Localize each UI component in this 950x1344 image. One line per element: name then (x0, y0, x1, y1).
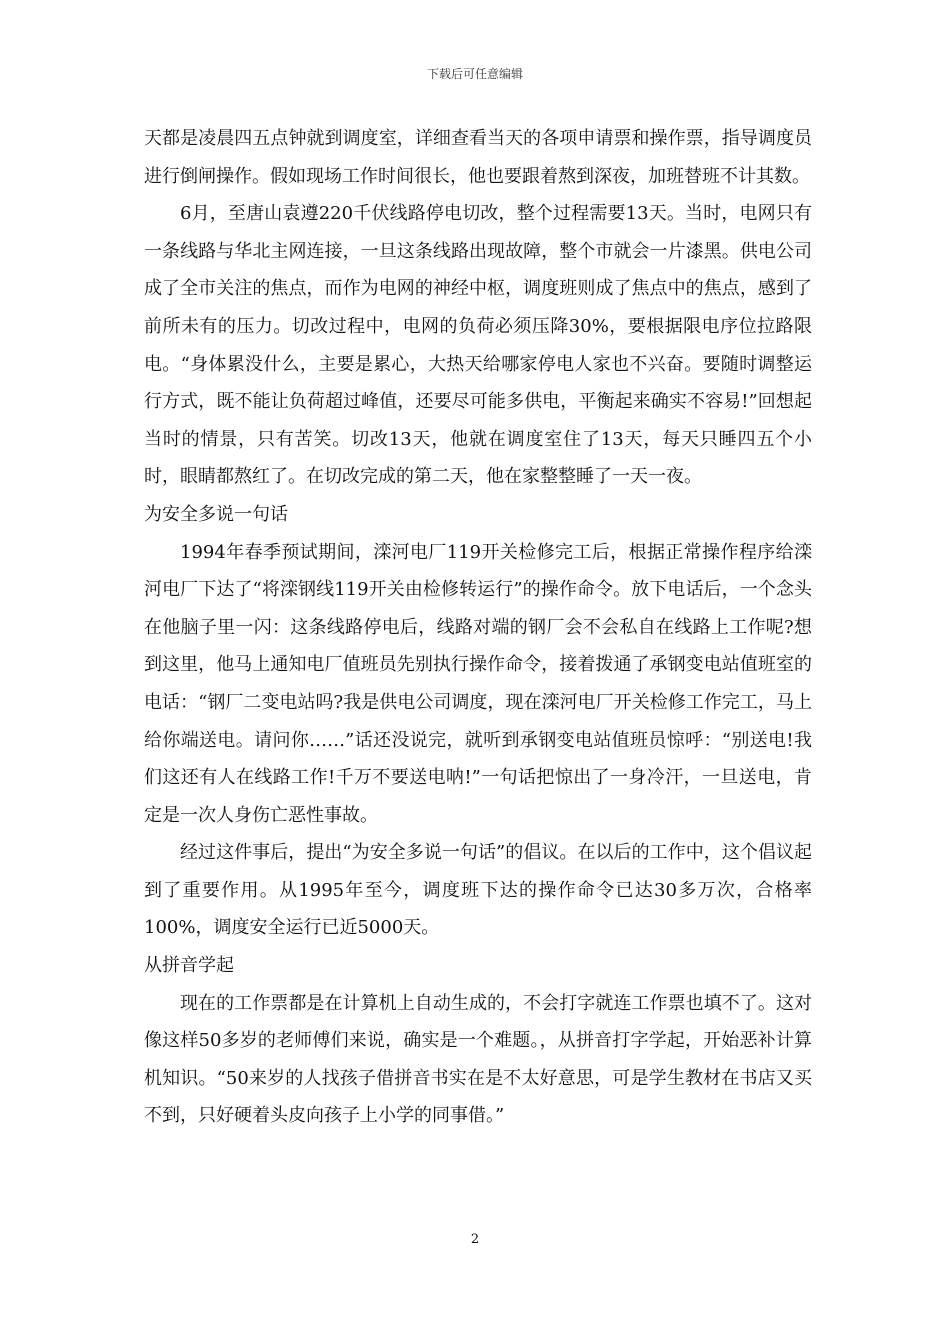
section-heading-pinyin: 从拼音学起 (144, 955, 234, 977)
page-header-note: 下载后可任意编辑 (426, 67, 523, 81)
document-body (144, 120, 812, 1135)
paragraph-safety-initiative: 经过这件事后，提出“为安全多说一句话”的倡议。在以后的工作中，这个倡议起到了重要作用。从1995年至今，调度班下达的操作命令已达30多万次，合格率100%，调度安全运行已近5000天。 (144, 842, 812, 939)
paragraph-safety-incident: 1994年春季预试期间，滦河电厂119开关检修完工后，根据正常操作程序给滦河电厂下达了“将滦钢线119开关由检修转运行”的操作命令。放下电话后，一个念头在他脑子里一闪：这条线路停电后，线路对端的钢厂会不会私自在线路上工作呢?想到这里，他马上通知电厂值班员先别执行操作命令，接着拨通了承钢变电站值班室的电话：“钢厂二变电站吗?我是供电公司调度，现在滦河电厂开关检修工作完工，马上给你端送电。请问你……”话还没说完，就听到承钢变电站值班员惊呼：“别送电!我们这还有人在线路工作!千万不要送电呐!”一句话把惊出了一身冷汗，一旦送电，肯定是一次人身伤亡恶性事故。 (144, 541, 812, 826)
page-number: 2 (470, 1232, 480, 1247)
paragraph-line-cutover: 6月，至唐山袁遵220千伏线路停电切改，整个过程需要13天。当时，电网只有一条线路与华北主网连接，一旦这条线路出现故障，整个市就会一片漆黑。供电公司成了全市关注的焦点，而作为电网的神经中枢，调度班则成了焦点中的焦点，感到了前所未有的压力。切改过程中，电网的负荷必须压降30%，要根据限电序位拉路限电。“身体累没什么，主要是累心，大热天给哪家停电人家也不兴奋。要随时调整运行方式，既不能让负荷超过峰值，还要尽可能多供电，平衡起来确实不容易!”回想起当时的情景，只有苦笑。切改13天，他就在调度室住了13天，每天只睡四五个小时，眼睛都熬红了。在切改完成的第二天，他在家整整睡了一天一夜。 (144, 203, 812, 488)
paragraph-pinyin-learning: 现在的工作票都是在计算机上自动生成的，不会打字就连工作票也填不了。这对像这样50多岁的老师傅们来说，确实是一个难题。，从拼音打字学起，开始恶补计算机知识。“50来岁的人找孩子借拼音书实在是不太好意思，可是学生教材在书店又买不到，只好硬着头皮向孩子上小学的同事借。” (144, 992, 812, 1127)
paragraph-continued: 天都是凌晨四五点钟就到调度室，详细查看当天的各项申请票和操作票，指导调度员进行倒闸操作。假如现场工作时间很长，他也要跟着熬到深夜，加班替班不计其数。 (144, 128, 812, 187)
section-heading-safety: 为安全多说一句话 (144, 503, 288, 525)
